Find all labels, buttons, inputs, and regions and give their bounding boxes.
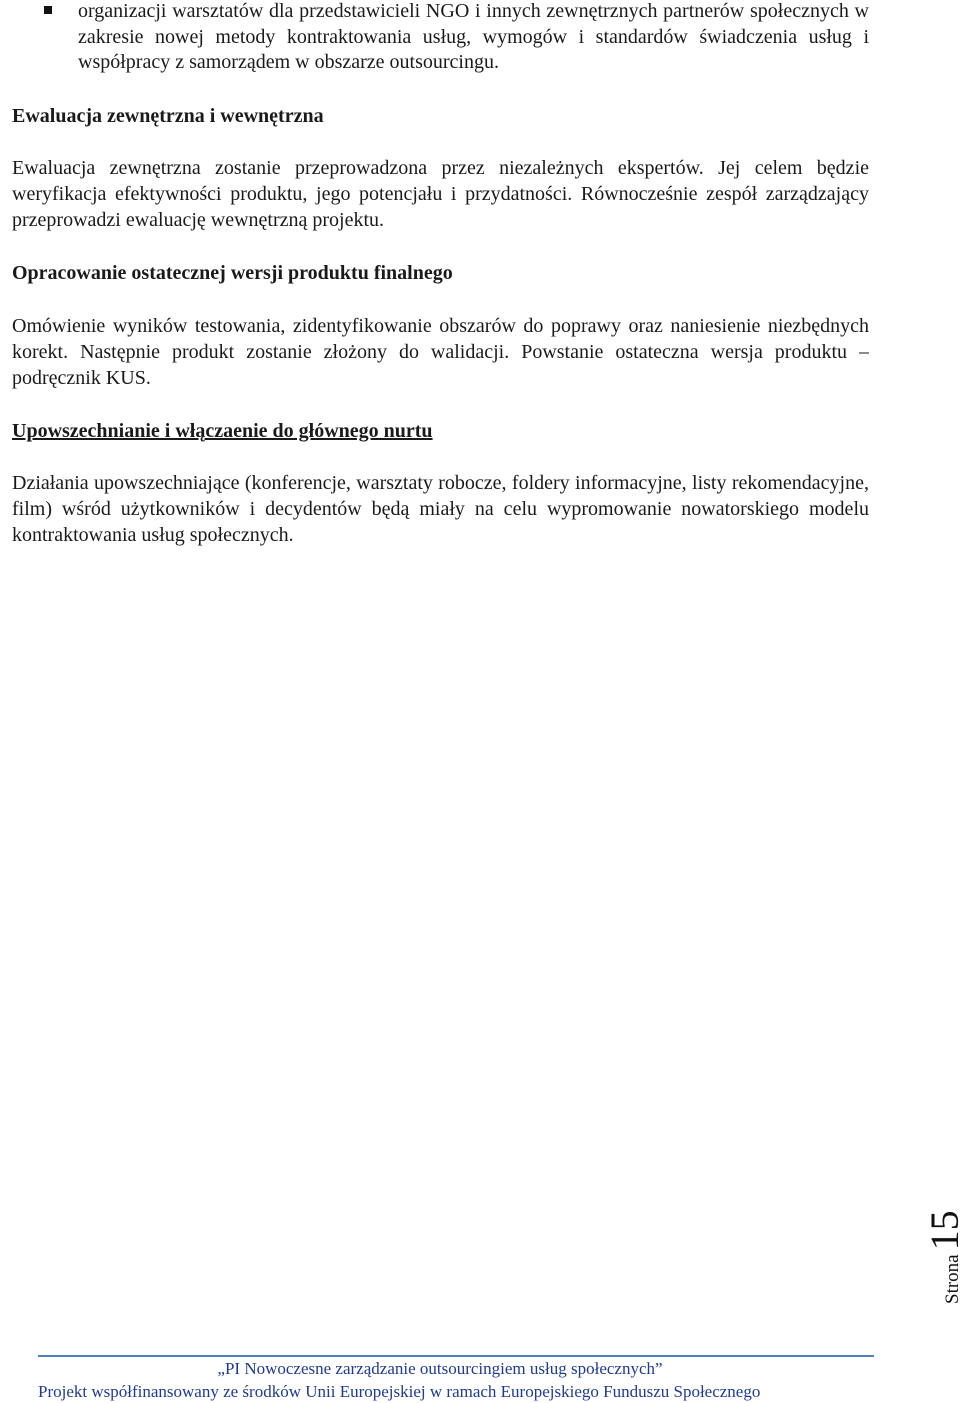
section-body-final-version: Omówienie wyników testowania, zidentyfikowanie obszarów do poprawy oraz naniesienie niezbędnych korekt. Następnie produkt zostanie złożony do walidacji. Powstanie ostateczna wersja produktu ⎯ podręcznik KUS. [12, 315, 869, 389]
page-number-label: Strona [942, 1254, 963, 1304]
bullet-list-item [12, 0, 869, 76]
page-number [915, 1190, 967, 1310]
footer-project-title: „PI Nowoczesne zarządzanie outsourcingiem usług społecznych” [217, 1359, 663, 1378]
footer-divider [38, 1355, 874, 1357]
section-heading-final-version: Opracowanie ostatecznej wersji produktu finalnego [12, 262, 453, 284]
section-body-evaluation: Ewaluacja zewnętrzna zostanie przeprowadzona przez niezależnych ekspertów. Jej celem będzie weryfikacja efektywności produktu, jego potencjału i przydatności. Równocześnie zespół zarządzający przeprowadzi ewaluację wewnętrzną projektu. [12, 157, 869, 231]
bullet-text: organizacji warsztatów dla przedstawicieli NGO i innych zewnętrznych partnerów społecznych w zakresie nowej metody kontraktowania usług, wymogów i standardów świadczenia usług i współpracy z samorządem w obszarze outsourcingu. [78, 0, 869, 73]
square-bullet-icon [44, 6, 52, 14]
section-heading-evaluation: Ewaluacja zewnętrzna i wewnętrzna [12, 105, 324, 127]
footer-funding-note: Projekt współfinansowany ze środków Unii Europejskiej w ramach Europejskiego Funduszu Społecznego [38, 1382, 761, 1401]
section-body-dissemination: Działania upowszechniające (konferencje, warsztaty robocze, foldery informacyjne, listy rekomendacyjne, film) wśród użytkowników i decydentów będą miały na celu wypromowanie nowatorskiego modelu kontraktowania usług społecznych. [12, 472, 869, 546]
section-heading-dissemination: Upowszechnianie i włączaenie do głównego nurtu [12, 420, 433, 442]
page-content [12, 0, 869, 546]
page-number-value: 15 [922, 1210, 967, 1251]
